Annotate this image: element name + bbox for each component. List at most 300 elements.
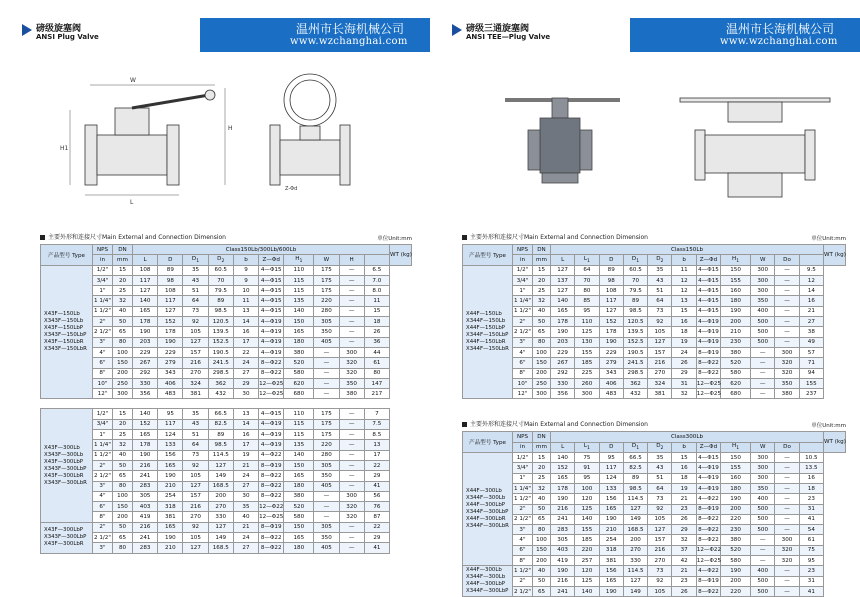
table-cell: 127: [158, 306, 183, 316]
table-cell: —: [775, 494, 799, 504]
table-cell: 22: [364, 460, 389, 470]
table-row: [41, 275, 412, 285]
table-cell: —: [775, 286, 799, 296]
table-cell: 300: [533, 389, 551, 399]
table-cell: 180: [721, 483, 751, 493]
table-cell: 1 1/4": [513, 296, 533, 306]
table-cell: 75: [575, 453, 599, 463]
table-cell: 283: [133, 543, 158, 553]
table-cell: 267: [133, 358, 158, 368]
unit-label: 单位Unit:mm: [811, 236, 846, 242]
table-cell: 2": [93, 460, 113, 470]
label-w: W: [130, 77, 136, 84]
table-cell: 4—Φ22: [259, 450, 284, 460]
table-cell: 279: [599, 358, 623, 368]
table-cell: 105: [183, 327, 208, 337]
table-cell: 117: [158, 419, 183, 429]
unit-label: 单位Unit:mm: [811, 423, 846, 430]
table-cell: —: [339, 265, 364, 275]
section-header: [40, 232, 412, 244]
table-cell: 362: [208, 378, 233, 388]
th-wt: WT (kg): [390, 245, 412, 266]
table-cell: 98.5: [623, 306, 647, 316]
th-col: L: [551, 255, 575, 265]
table-cell: 117: [158, 296, 183, 306]
table-row: [41, 450, 412, 460]
table-cell: 4—Φ19: [696, 317, 720, 327]
section-title: 主要外形和连接尺寸Main External and Connection Dimension: [470, 234, 648, 241]
model-name: X43F—300LbP: [44, 458, 84, 465]
table-cell: 57: [799, 347, 823, 357]
table-cell: 190: [133, 327, 158, 337]
table-cell: 12": [93, 389, 113, 399]
table-cell: —: [339, 409, 364, 419]
table-cell: 140: [284, 306, 314, 316]
table-cell: 149: [208, 471, 233, 481]
table-cell: 405: [314, 337, 339, 347]
table-cell: 178: [599, 327, 623, 337]
table-cell: 283: [133, 481, 158, 491]
table-cell: 82.5: [208, 419, 233, 429]
table-cell: 150: [284, 522, 314, 532]
table-cell: 400: [751, 566, 775, 576]
table-cell: 110: [575, 317, 599, 327]
th-in: in: [513, 442, 533, 452]
table-cell: 24: [233, 533, 258, 543]
table-cell: 178: [551, 483, 575, 493]
table-cell: 43: [648, 463, 672, 473]
table-cell: —: [775, 576, 799, 586]
page-title-en: ANSI TEE—Plug Valve: [466, 33, 551, 41]
table-cell: 185: [575, 358, 599, 368]
table-cell: 200: [721, 317, 751, 327]
table-cell: 127: [133, 286, 158, 296]
model-name: X343F—150LbP: [44, 332, 87, 339]
table-cell: 267: [551, 358, 575, 368]
table-cell: 95: [575, 473, 599, 483]
table-cell: 150: [113, 502, 133, 512]
table-cell: —: [314, 502, 339, 512]
table-cell: 152: [551, 463, 575, 473]
model-name: X343F—150Lb: [44, 318, 84, 325]
model-name: X43F—300LbP: [44, 527, 84, 534]
table-cell: 1/2": [513, 453, 533, 463]
th-col: $L_1$: [575, 442, 599, 452]
table-cell: 16: [233, 430, 258, 440]
model-name: X44F—300Lb: [466, 567, 502, 574]
table-cell: 190: [721, 306, 751, 316]
table-cell: 127: [183, 481, 208, 491]
table-cell: 89: [599, 265, 623, 275]
table-cell: 64: [648, 296, 672, 306]
model-name: X44F—150LbP: [466, 325, 506, 332]
table-cell: 65: [113, 471, 133, 481]
table-cell: 73: [183, 306, 208, 316]
model-name: X343F—150LbR: [44, 346, 87, 353]
table-cell: 64: [183, 296, 208, 306]
table-cell: 380: [721, 347, 751, 357]
table-cell: 241: [133, 471, 158, 481]
table-cell: —: [339, 522, 364, 532]
table-cell: 31: [799, 504, 823, 514]
table-cell: 20: [533, 463, 551, 473]
table-cell: 114.5: [623, 494, 647, 504]
table-cell: 216: [183, 358, 208, 368]
th-model: 产品型号 Type: [463, 245, 513, 266]
table-cell: 12—Φ25: [259, 389, 284, 399]
table-cell: 1 1/2": [513, 494, 533, 504]
table-row: [463, 275, 846, 285]
table-cell: 270: [208, 502, 233, 512]
table-cell: 381: [648, 389, 672, 399]
table-cell: 4—Φ15: [259, 275, 284, 285]
th-dn: DN: [533, 245, 551, 255]
table-row: [41, 471, 412, 481]
table-cell: 190: [158, 471, 183, 481]
table-cell: 4—Φ15: [259, 409, 284, 419]
table-cell: 2 1/2": [93, 327, 113, 337]
table-cell: 483: [158, 389, 183, 399]
table-cell: 27: [233, 543, 258, 553]
table-cell: 320: [775, 368, 799, 378]
table-cell: 4—Φ19: [259, 419, 284, 429]
table-cell: 41: [799, 586, 823, 596]
tee-plug-valve-drawing: [500, 70, 840, 210]
table-cell: 500: [751, 504, 775, 514]
table-cell: 80: [364, 368, 389, 378]
table-cell: 105: [648, 586, 672, 596]
table-cell: 4—Φ19: [696, 463, 720, 473]
table-cell: 320: [775, 556, 799, 566]
table-cell: 157: [648, 535, 672, 545]
table-cell: 305: [314, 317, 339, 327]
th-wt: WT (kg): [824, 245, 846, 266]
table-cell: 70: [623, 275, 647, 285]
table-cell: 230: [721, 525, 751, 535]
table-row: [463, 286, 846, 296]
table-cell: 17: [233, 440, 258, 450]
table-cell: 200: [533, 368, 551, 378]
table-cell: 254: [158, 491, 183, 501]
table-cell: 300: [751, 473, 775, 483]
table-cell: 50: [533, 576, 551, 586]
table-cell: 40: [113, 450, 133, 460]
table-cell: 381: [183, 389, 208, 399]
square-icon: [462, 422, 467, 427]
table-cell: 8": [93, 512, 113, 522]
table-cell: 133: [599, 483, 623, 493]
table-cell: 350: [339, 378, 364, 388]
table-cell: 26: [672, 514, 696, 524]
table-cell: 270: [648, 368, 672, 378]
model-name: X44F—300LbR: [466, 516, 506, 523]
table-cell: 324: [183, 378, 208, 388]
table-cell: 95: [799, 556, 823, 566]
model-name: X344F—300Lb: [466, 495, 506, 502]
table-cell: 105: [648, 327, 672, 337]
table-cell: —: [339, 317, 364, 327]
table-cell: —: [751, 358, 775, 368]
table-cell: 140: [551, 453, 575, 463]
section-header-2: [462, 419, 846, 431]
table-cell: 520: [284, 358, 314, 368]
table-cell: 300: [113, 389, 133, 399]
table-cell: 12": [513, 389, 533, 399]
table-cell: 200: [721, 576, 751, 586]
table-row: [41, 512, 412, 522]
table-cell: 405: [314, 543, 339, 553]
th-col: L: [133, 255, 158, 265]
th-nps: NPS: [513, 245, 533, 255]
table-cell: 190.5: [208, 347, 233, 357]
table-cell: 108: [158, 286, 183, 296]
table-cell: 330: [133, 378, 158, 388]
table-cell: 26: [672, 586, 696, 596]
table-cell: —: [314, 378, 339, 388]
table-cell: 50: [533, 317, 551, 327]
table-cell: 49: [799, 337, 823, 347]
table-cell: 2": [513, 317, 533, 327]
th-blank: [799, 255, 823, 265]
table-cell: 91: [575, 463, 599, 473]
table-row: [463, 296, 846, 306]
th-col: H: [339, 255, 364, 265]
table-cell: 51: [183, 430, 208, 440]
table-cell: 3": [93, 543, 113, 553]
table-cell: 406: [599, 378, 623, 388]
table-cell: 210: [599, 525, 623, 535]
table-cell: 165: [599, 504, 623, 514]
table-cell: 50: [113, 522, 133, 532]
model-cell: [463, 453, 513, 566]
table-cell: 500: [751, 576, 775, 586]
th-col: D: [599, 255, 623, 265]
model-name: X344F—300LbP: [466, 588, 509, 595]
table-cell: 30: [233, 491, 258, 501]
th-col: Do: [775, 442, 799, 452]
table-cell: 100: [533, 347, 551, 357]
table-cell: —: [339, 450, 364, 460]
table-cell: 257: [575, 556, 599, 566]
table-cell: 4—Φ19: [696, 483, 720, 493]
table-cell: 8": [513, 368, 533, 378]
table-cell: 280: [314, 306, 339, 316]
table-row: [41, 337, 412, 347]
table-cell: 100: [113, 347, 133, 357]
th-col: W: [751, 255, 775, 265]
table-cell: 520: [721, 545, 751, 555]
table-cell: 32: [533, 483, 551, 493]
website: www.wzchanghai.com: [720, 36, 838, 47]
table-cell: 4—Φ19: [259, 337, 284, 347]
table-cell: 23: [799, 494, 823, 504]
table-cell: 237: [799, 389, 823, 399]
model-name: X343F—300LbR: [44, 479, 87, 486]
table-cell: 300: [775, 347, 799, 357]
table-cell: —: [339, 296, 364, 306]
table-cell: 21: [233, 460, 258, 470]
table-cell: 80: [533, 525, 551, 535]
table-cell: 3/4": [93, 419, 113, 429]
table-cell: 3": [513, 337, 533, 347]
table-cell: 270: [183, 512, 208, 522]
table-row: [41, 533, 412, 543]
table-cell: 51: [648, 473, 672, 483]
table-cell: 330: [208, 512, 233, 522]
table-cell: 4": [513, 535, 533, 545]
model-name: X344F—150Lb: [466, 318, 506, 325]
table-cell: —: [339, 481, 364, 491]
table-cell: 10": [513, 378, 533, 388]
table-cell: 350: [314, 471, 339, 481]
table-cell: 100: [575, 483, 599, 493]
table-cell: 26: [672, 358, 696, 368]
table-cell: 419: [551, 556, 575, 566]
table-cell: 21: [672, 494, 696, 504]
table-cell: 8—Φ19: [696, 347, 720, 357]
table-cell: 25: [113, 286, 133, 296]
table-cell: 216: [551, 504, 575, 514]
table-cell: 1 1/4": [513, 483, 533, 493]
table-row: [463, 378, 846, 388]
th-class: Class300Lb: [551, 432, 824, 442]
table-cell: 127: [648, 337, 672, 347]
table-cell: 241: [551, 586, 575, 596]
table-cell: 155: [721, 275, 751, 285]
table-cell: 92: [648, 576, 672, 586]
table-cell: 168.5: [623, 525, 647, 535]
table-cell: 64: [183, 440, 208, 450]
table-cell: 105: [183, 533, 208, 543]
table-cell: 3/4": [513, 275, 533, 285]
table-cell: 8—Φ22: [259, 471, 284, 481]
table-cell: 105: [183, 471, 208, 481]
table-cell: 149: [623, 586, 647, 596]
table-cell: 190: [599, 337, 623, 347]
table-cell: 25: [533, 473, 551, 483]
table-cell: 8—Φ22: [696, 358, 720, 368]
table-cell: —: [775, 275, 799, 285]
th-col: Z—Φd: [259, 255, 284, 265]
table-cell: 140: [133, 296, 158, 306]
right-dimension-table-300: [462, 431, 846, 597]
table-cell: 35: [648, 453, 672, 463]
model-name: X44F—150LbR: [466, 339, 506, 346]
table-cell: 127: [183, 337, 208, 347]
table-cell: 17: [233, 337, 258, 347]
table-cell: —: [339, 419, 364, 429]
table-cell: 165: [158, 460, 183, 470]
table-cell: 89: [208, 296, 233, 306]
table-cell: 36: [364, 337, 389, 347]
table-cell: 190: [551, 327, 575, 337]
table-cell: 241.5: [208, 358, 233, 368]
table-row: [463, 566, 846, 576]
table-cell: 203: [551, 337, 575, 347]
table-cell: 229: [133, 347, 158, 357]
label-h: H: [228, 125, 233, 132]
th-nps: NPS: [513, 432, 533, 442]
model-name: X343F—300LbP: [44, 534, 87, 541]
table-cell: 73: [183, 450, 208, 460]
table-cell: 12: [799, 275, 823, 285]
table-cell: 150: [284, 460, 314, 470]
table-row: [463, 504, 846, 514]
table-cell: 127: [208, 460, 233, 470]
table-cell: 620: [284, 378, 314, 388]
table-cell: 165: [133, 306, 158, 316]
table-cell: 23: [672, 504, 696, 514]
table-cell: 4—Φ19: [259, 430, 284, 440]
table-cell: 22: [233, 347, 258, 357]
table-cell: 350: [314, 327, 339, 337]
table-cell: 150: [533, 358, 551, 368]
table-cell: 42: [672, 556, 696, 566]
table-cell: 65: [533, 586, 551, 596]
table-cell: 200: [721, 504, 751, 514]
table-cell: —: [751, 368, 775, 378]
table-cell: 405: [314, 481, 339, 491]
table-cell: 1 1/2": [93, 306, 113, 316]
table-cell: 65: [533, 514, 551, 524]
table-cell: 520: [284, 502, 314, 512]
model-name: X44F—300Lb: [466, 488, 502, 495]
table-row: [463, 473, 846, 483]
label-zd: Z-Φd: [285, 186, 298, 192]
table-cell: 157: [648, 347, 672, 357]
table-cell: —: [775, 296, 799, 306]
table-cell: 260: [575, 378, 599, 388]
table-cell: 200: [208, 491, 233, 501]
table-cell: 298.5: [623, 368, 647, 378]
table-cell: 117: [133, 275, 158, 285]
table-row: [463, 389, 846, 399]
model-name: X43F—150Lb: [44, 311, 80, 318]
table-cell: 61: [799, 535, 823, 545]
table-cell: 37: [672, 545, 696, 555]
table-cell: 155: [721, 463, 751, 473]
table-cell: 2 1/2": [513, 327, 533, 337]
table-cell: —: [751, 535, 775, 545]
table-cell: 82.5: [623, 463, 647, 473]
table-cell: 180: [284, 543, 314, 553]
table-cell: —: [751, 556, 775, 566]
table-cell: 324: [648, 378, 672, 388]
table-cell: 32: [672, 389, 696, 399]
table-cell: 8.5: [364, 430, 389, 440]
model-name: X43F—300Lb: [44, 444, 80, 451]
th-model: 产品型号 Type: [41, 245, 93, 266]
table-cell: 10.5: [799, 453, 823, 463]
table-cell: 32: [113, 440, 133, 450]
right-page: [430, 0, 860, 595]
table-cell: 149: [208, 533, 233, 543]
table-cell: 16: [233, 327, 258, 337]
table-row: [41, 306, 412, 316]
table-cell: 80: [575, 286, 599, 296]
table-cell: 8—Φ22: [259, 533, 284, 543]
table-cell: 283: [551, 525, 575, 535]
th-wt: WT (kg): [824, 432, 846, 453]
table-cell: 150: [284, 317, 314, 327]
table-cell: 75: [799, 545, 823, 555]
table-cell: 190: [721, 494, 751, 504]
table-cell: 71: [799, 358, 823, 368]
table-cell: 1": [513, 473, 533, 483]
table-cell: 40: [113, 306, 133, 316]
table-row: [41, 481, 412, 491]
table-cell: 216: [648, 545, 672, 555]
